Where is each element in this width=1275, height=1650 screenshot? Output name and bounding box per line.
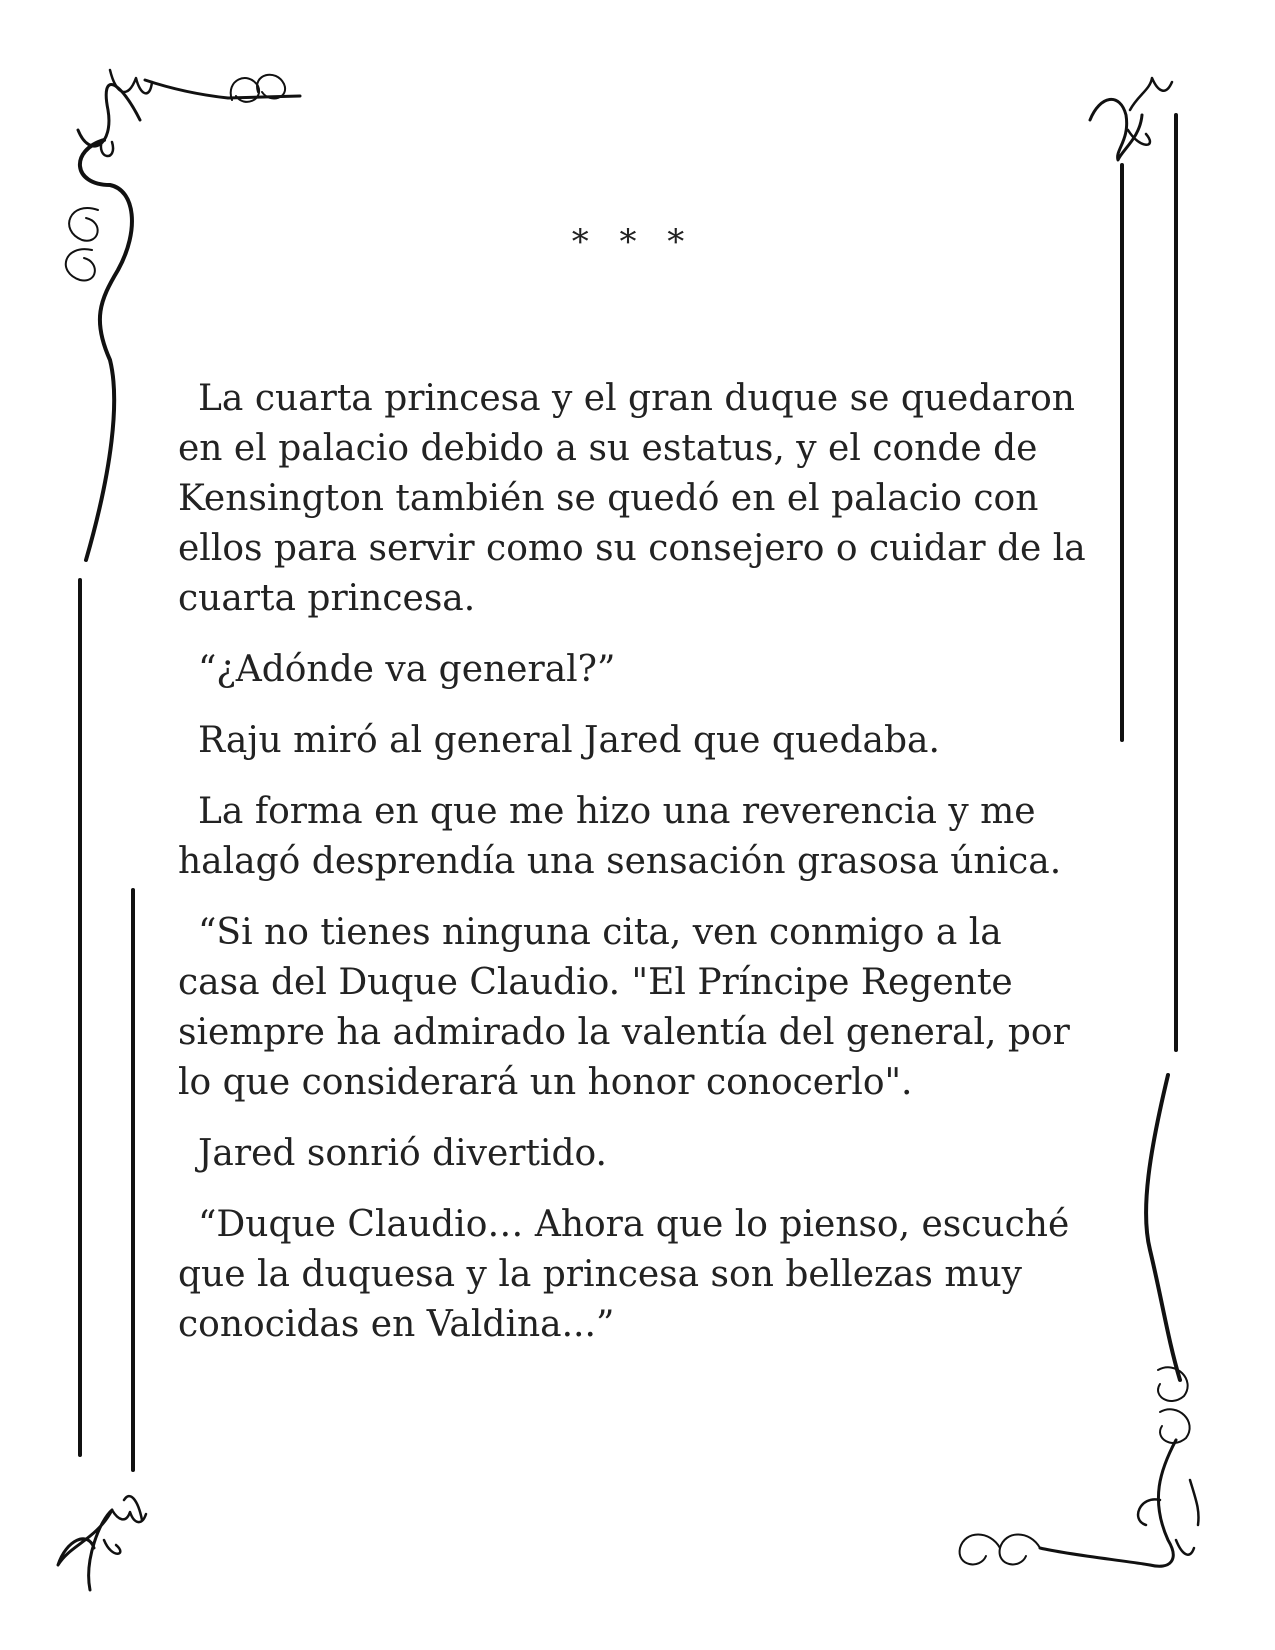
paragraph-6: Jared sonrió divertido. bbox=[198, 1133, 607, 1174]
paragraph-7: “Duque Claudio… Ahora que lo pienso, escuché que la duquesa y la princesa son bellezas muy conocidas en Valdina...” bbox=[178, 1204, 1070, 1345]
page-text-block bbox=[178, 222, 1088, 1371]
paragraph-2: “¿Adónde va general?” bbox=[198, 649, 616, 690]
paragraph-1: La cuarta princesa y el gran duque se quedaron en el palacio debido a su estatus, y el conde de Kensington también se quedó en el palacio con ellos para servir como su consejero o cuidar de la cuarta princesa. bbox=[178, 378, 1086, 619]
bottom-left-flourish bbox=[58, 1496, 146, 1590]
section-separator: * * * bbox=[571, 222, 695, 262]
top-right-flourish bbox=[1090, 78, 1176, 1050]
paragraph-4: La forma en que me hizo una reverencia y me halagó desprendía una sensación grasosa única. bbox=[178, 791, 1062, 882]
paragraph-5: “Si no tienes ninguna cita, ven conmigo a la casa del Duque Claudio. "El Príncipe Regente siempre ha admirado la valentía del general, por lo que considerará un honor conocerlo". bbox=[178, 912, 1070, 1103]
paragraph-3: Raju miró al general Jared que quedaba. bbox=[198, 720, 940, 761]
